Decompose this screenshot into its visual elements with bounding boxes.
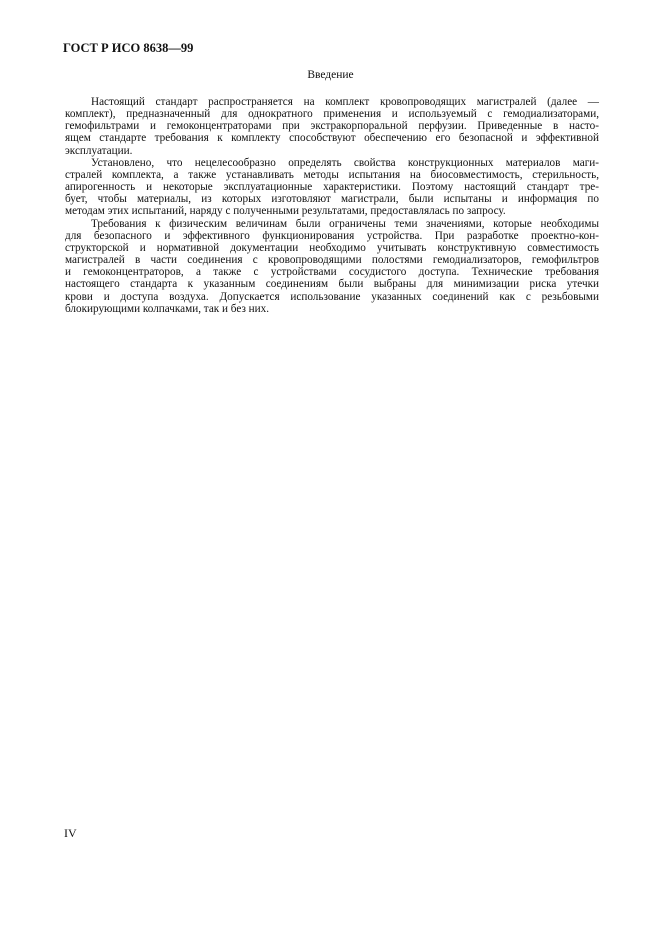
text-line: Установлено, что нецелесообразно определять свойства конструкционных материалов маги- xyxy=(91,156,599,169)
paragraph xyxy=(65,157,599,218)
section-title: Введение xyxy=(307,69,354,81)
text-line: методам этих испытаний, наряду с полученными результатами, предоставлялась по запросу. xyxy=(65,205,506,218)
document-number: ГОСТ Р ИСО 8638—99 xyxy=(63,41,194,55)
text-line: для безопасного и эффективного функционирования устройства. При разработке проектно-кон- xyxy=(65,229,599,242)
text-line: апирогенность и некоторые эксплуатационные характеристики. Поэтому настоящий стандарт тре- xyxy=(65,181,599,194)
text-line: Требования к физическим величинам были ограничены теми значениями, которые необходимы xyxy=(91,217,599,230)
text-line: магистралей в части соединения с кровопроводящими полостями гемодиализаторов, гемофильтров xyxy=(65,254,599,267)
text-line: Настоящий стандарт распространяется на комплект кровопроводящих магистралей (далее — xyxy=(91,96,599,108)
text-line: настоящего стандарта к указанным соединениям были выбраны для минимизации риска утечки xyxy=(65,278,599,291)
text-line: комплект), предназначенный для однократного применения и используемый с гемодиализаторами, xyxy=(65,108,599,121)
text-line: блокирующими колпачками, так и без них. xyxy=(65,302,270,315)
document-body xyxy=(65,96,599,315)
paragraph xyxy=(65,96,599,157)
text-line: крови и доступа воздуха. Допускается использование указанных соединений как с резьбовыми xyxy=(65,290,599,303)
text-line: стралей комплекта, а также устанавливать методы испытания на биосовместимость, стерильность, xyxy=(65,168,599,181)
text-line: и гемоконцентраторов, а также с устройствами сосудистого доступа. Технические требования xyxy=(65,266,599,279)
text-line: гемофильтрами и гемоконцентраторами при экстракорпоральной перфузии. Приведенные в насто- xyxy=(65,120,599,133)
paragraph xyxy=(65,218,599,315)
text-line: структорской и нормативной документации необходимо учитывать конструктивную совместимость xyxy=(65,241,599,254)
text-line: бует, чтобы материалы, из которых изготовляют магистрали, были испытаны и информация по xyxy=(65,193,599,206)
text-line: ящем стандарте требования к комплекту способствуют обеспечению его безопасной и эффективной xyxy=(65,132,599,145)
page-number: IV xyxy=(64,826,77,840)
text-line: эксплуатации. xyxy=(65,144,133,157)
